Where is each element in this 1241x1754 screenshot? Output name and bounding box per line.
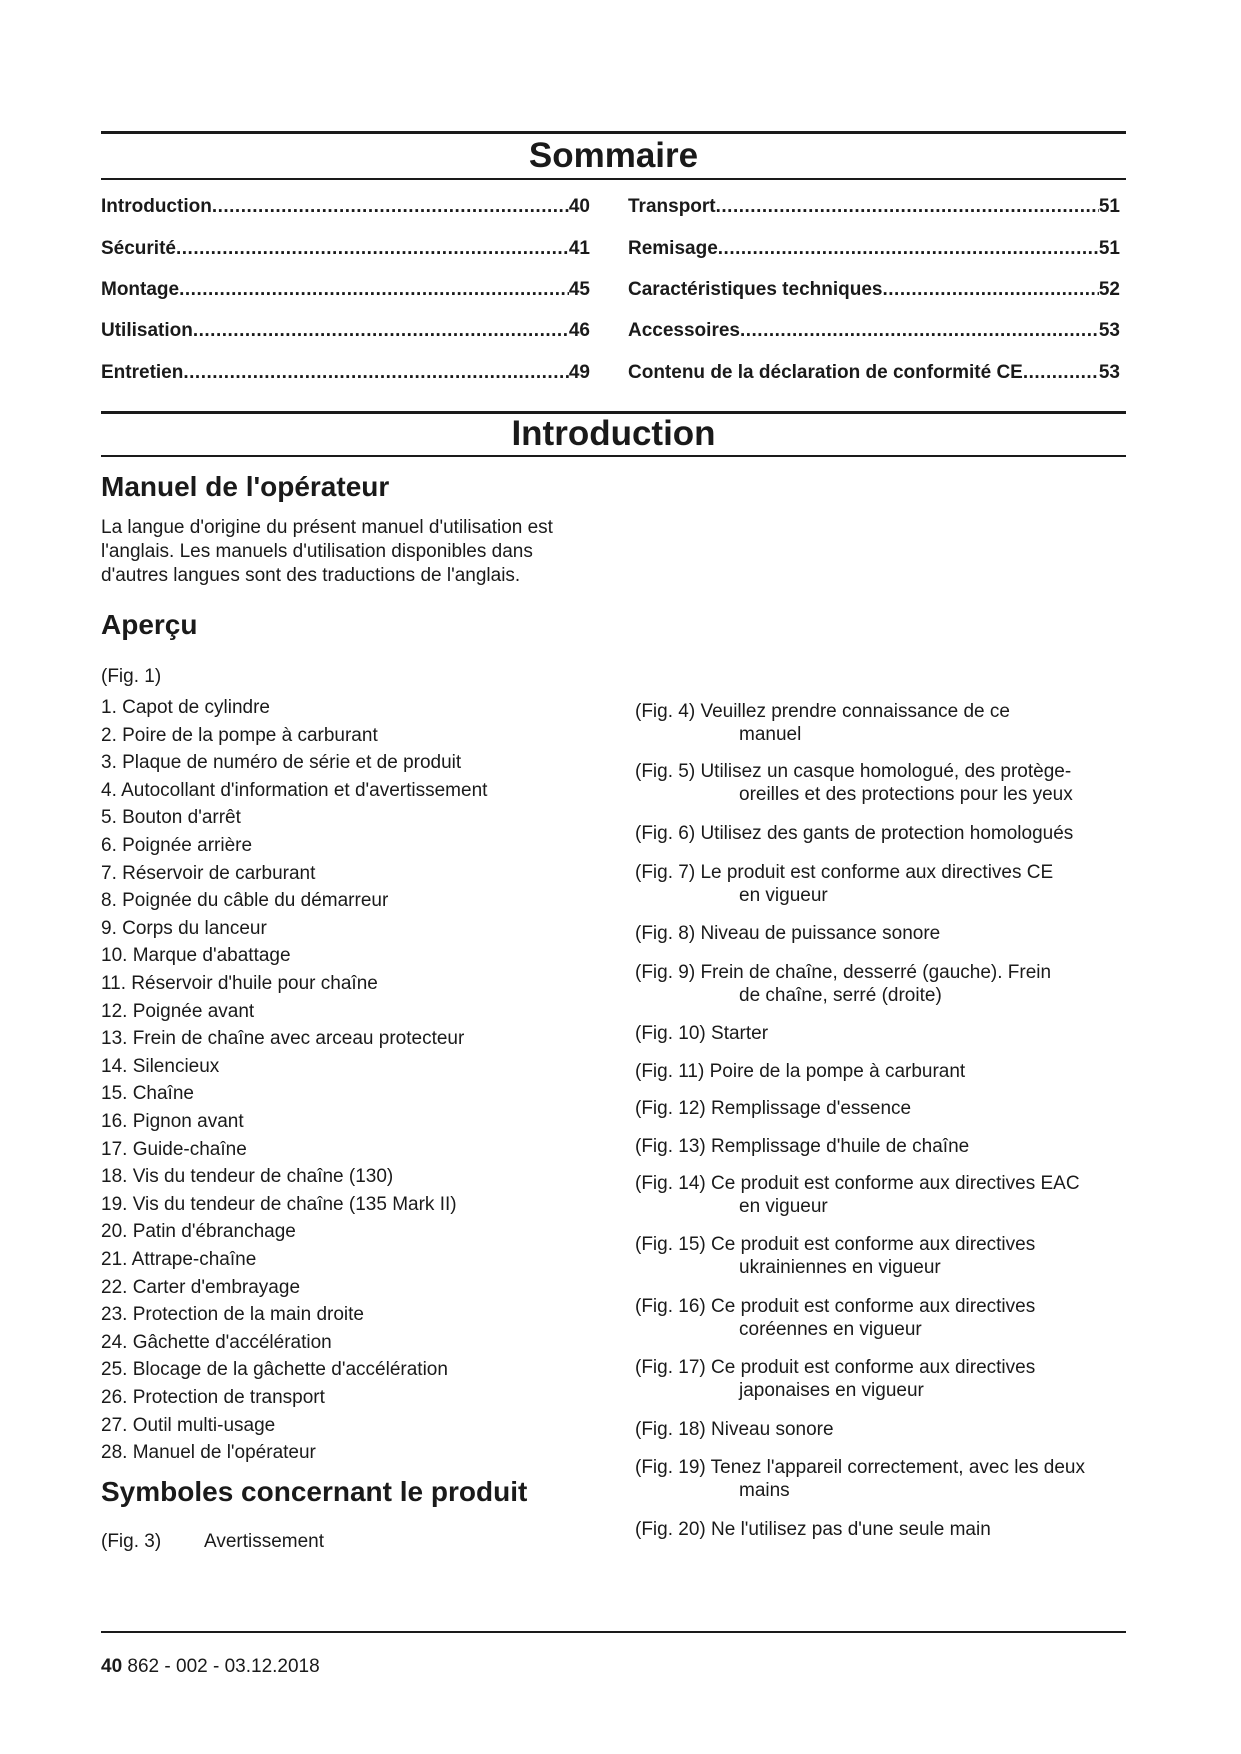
figure-caption-continuation: ukrainiennes en vigueur xyxy=(739,1257,941,1278)
toc-leader-dots xyxy=(179,279,569,301)
toc-entry-page: 45 xyxy=(568,279,590,300)
list-item: 13. Frein de chaîne avec arceau protecteur xyxy=(101,1028,465,1050)
manuel-text-line: La langue d'origine du présent manuel d'utilisation est xyxy=(101,517,553,538)
list-item: 27. Outil multi-usage xyxy=(101,1414,276,1436)
toc-entry xyxy=(628,362,1120,384)
toc-entry-title: Sécurité xyxy=(101,238,176,259)
figure-caption xyxy=(635,760,1125,806)
figure-caption-continuation: en vigueur xyxy=(739,1196,828,1217)
figure-caption-line: (Fig. 12) Remplissage d'essence xyxy=(635,1098,912,1119)
toc-entry-title: Contenu de la déclaration de conformité CE xyxy=(628,362,1023,383)
figure-caption-line: (Fig. 16) Ce produit est conforme aux directives xyxy=(635,1296,1036,1317)
toc-entry xyxy=(628,238,1120,260)
figure-caption xyxy=(635,1135,1125,1158)
figure-caption xyxy=(635,922,1125,945)
toc-entry xyxy=(628,279,1120,301)
figure-caption xyxy=(635,1518,1125,1541)
list-item: 21. Attrape-chaîne xyxy=(101,1249,257,1270)
toc-entry-title: Utilisation xyxy=(101,320,193,341)
figure-caption-continuation: mains xyxy=(739,1480,790,1501)
list-item: 10. Marque d'abattage xyxy=(101,945,291,967)
list-item: 7. Réservoir de carburant xyxy=(101,862,316,884)
list-item: 4. Autocollant d'information et d'avertissement xyxy=(101,779,488,801)
figure-caption xyxy=(635,1022,1125,1045)
figure-caption-line: (Fig. 4) Veuillez prendre connaissance de ce xyxy=(635,701,1010,722)
toc-entry-title: Remisage xyxy=(628,238,718,259)
toc-entry xyxy=(101,279,590,301)
apercu-heading: Aperçu xyxy=(101,609,198,640)
toc-entry-page: 51 xyxy=(1098,238,1120,259)
list-item: 5. Bouton d'arrêt xyxy=(101,807,241,829)
figure-caption xyxy=(635,1356,1125,1402)
toc-entry xyxy=(101,320,590,342)
list-item: 19. Vis du tendeur de chaîne (135 Mark II) xyxy=(101,1193,457,1215)
figure-caption-continuation: manuel xyxy=(739,724,802,745)
list-item: 26. Protection de transport xyxy=(101,1387,325,1408)
toc-entry xyxy=(101,238,590,260)
symboles-heading: Symboles concernant le produit xyxy=(101,1476,528,1507)
figure-caption xyxy=(635,1097,1125,1120)
toc-leader-dots xyxy=(176,238,569,260)
list-item: 15. Chaîne xyxy=(101,1083,194,1105)
toc-entry-page: 46 xyxy=(568,320,590,341)
figure-caption xyxy=(635,822,1125,845)
figure-caption-line: (Fig. 5) Utilisez un casque homologué, des protège- xyxy=(635,761,1072,782)
toc-leader-dots xyxy=(882,279,1098,301)
list-item: 9. Corps du lanceur xyxy=(101,917,267,939)
toc-entry-title: Introduction xyxy=(101,196,212,217)
toc-leader-dots xyxy=(1023,362,1099,384)
figure-caption-continuation: oreilles et des protections pour les yeux xyxy=(739,784,1073,805)
manuel-text-line: l'anglais. Les manuels d'utilisation disponibles dans xyxy=(101,541,533,562)
list-item: 14. Silencieux xyxy=(101,1055,220,1077)
toc-entry-page: 41 xyxy=(568,238,590,259)
page-footer xyxy=(101,1656,320,1678)
toc-leader-dots xyxy=(718,238,1099,260)
toc-entry-title: Accessoires xyxy=(628,320,740,341)
list-item: 17. Guide-chaîne xyxy=(101,1138,247,1160)
toc-entry xyxy=(101,362,590,384)
list-item: 18. Vis du tendeur de chaîne (130) xyxy=(101,1166,394,1188)
list-item: 23. Protection de la main droite xyxy=(101,1304,364,1326)
figure-caption-continuation: de chaîne, serré (droite) xyxy=(739,985,942,1006)
footer-rule xyxy=(101,1631,1126,1633)
figure-caption-line: (Fig. 6) Utilisez des gants de protection homologués xyxy=(635,823,1074,844)
page-number: 40 xyxy=(101,1656,123,1677)
introduction-rule xyxy=(101,455,1126,457)
figure-caption xyxy=(635,961,1125,1007)
figure-caption-continuation: coréennes en vigueur xyxy=(739,1319,922,1340)
figure-caption-line: (Fig. 17) Ce produit est conforme aux directives xyxy=(635,1357,1036,1378)
figure-caption-line: (Fig. 7) Le produit est conforme aux directives CE xyxy=(635,862,1054,883)
list-item: 1. Capot de cylindre xyxy=(101,697,270,718)
document-reference: 862 - 002 - 03.12.2018 xyxy=(122,1656,320,1677)
list-item: 6. Poignée arrière xyxy=(101,835,253,856)
figure-caption-continuation: en vigueur xyxy=(739,885,828,906)
figure-caption-line: (Fig. 11) Poire de la pompe à carburant xyxy=(635,1061,966,1082)
list-item: 8. Poignée du câble du démarreur xyxy=(101,890,389,912)
figure-caption-line: (Fig. 14) Ce produit est conforme aux directives EAC xyxy=(635,1173,1080,1194)
list-item: 11. Réservoir d'huile pour chaîne xyxy=(101,973,378,994)
list-item: 20. Patin d'ébranchage xyxy=(101,1221,296,1243)
figure-caption xyxy=(635,1418,1125,1441)
sommaire-title: Sommaire xyxy=(528,136,699,175)
figure-caption-line: (Fig. 13) Remplissage d'huile de chaîne xyxy=(635,1136,970,1157)
figure-caption xyxy=(635,1172,1125,1218)
toc-entry-title: Caractéristiques techniques xyxy=(628,279,883,300)
manuel-heading: Manuel de l'opérateur xyxy=(101,471,390,502)
list-item: 24. Gâchette d'accélération xyxy=(101,1331,332,1353)
symboles-label: Avertissement xyxy=(204,1531,325,1552)
manuel-text xyxy=(101,516,553,588)
list-item: 16. Pignon avant xyxy=(101,1111,244,1132)
symboles-fig-ref: (Fig. 3) xyxy=(101,1531,162,1552)
list-item: 2. Poire de la pompe à carburant xyxy=(101,724,378,746)
toc-entry xyxy=(628,320,1120,342)
toc-leader-dots xyxy=(212,196,569,218)
figure-caption-line: (Fig. 9) Frein de chaîne, desserré (gauche). Frein xyxy=(635,962,1052,983)
figure-caption xyxy=(635,700,1125,746)
toc-entry xyxy=(628,196,1120,218)
toc-entry-page: 53 xyxy=(1098,320,1120,341)
figure-caption-continuation: japonaises en vigueur xyxy=(739,1380,924,1401)
toc-entry-page: 51 xyxy=(1098,196,1120,217)
toc-leader-dots xyxy=(740,320,1099,342)
sommaire-rule xyxy=(101,178,1126,180)
list-item: 22. Carter d'embrayage xyxy=(101,1276,301,1298)
toc-entry-title: Transport xyxy=(628,196,716,217)
toc-leader-dots xyxy=(193,320,569,342)
toc-entry-page: 53 xyxy=(1098,362,1120,383)
manuel-text-line: d'autres langues sont des traductions de l'anglais. xyxy=(101,565,521,586)
figure-caption xyxy=(635,1295,1125,1341)
toc-entry-page: 52 xyxy=(1098,279,1120,300)
introduction-title: Introduction xyxy=(511,414,716,453)
apercu-fig-ref: (Fig. 1) xyxy=(101,666,162,687)
toc-leader-dots xyxy=(183,362,569,384)
list-item: 12. Poignée avant xyxy=(101,1000,255,1022)
list-item: 3. Plaque de numéro de série et de produit xyxy=(101,752,462,774)
figure-caption xyxy=(635,1233,1125,1279)
figure-caption xyxy=(635,1456,1125,1502)
toc-entry xyxy=(101,196,590,218)
figure-caption-line: (Fig. 19) Tenez l'appareil correctement, avec les deux xyxy=(635,1457,1085,1478)
figure-caption-line: (Fig. 18) Niveau sonore xyxy=(635,1419,834,1440)
figure-caption xyxy=(635,1060,1125,1083)
toc-entry-page: 49 xyxy=(568,362,590,383)
figure-caption-line: (Fig. 8) Niveau de puissance sonore xyxy=(635,923,941,944)
figure-caption-line: (Fig. 15) Ce produit est conforme aux directives xyxy=(635,1234,1036,1255)
figure-caption-line: (Fig. 20) Ne l'utilisez pas d'une seule main xyxy=(635,1519,991,1540)
toc-entry-title: Entretien xyxy=(101,362,184,383)
toc-entry-page: 40 xyxy=(568,196,590,217)
figure-caption xyxy=(635,861,1125,907)
list-item: 28. Manuel de l'opérateur xyxy=(101,1442,316,1464)
toc-entry-title: Montage xyxy=(101,279,180,300)
figure-caption-line: (Fig. 10) Starter xyxy=(635,1023,769,1044)
top-rule xyxy=(101,131,1126,134)
toc-leader-dots xyxy=(716,196,1099,218)
list-item: 25. Blocage de la gâchette d'accélération xyxy=(101,1359,448,1381)
